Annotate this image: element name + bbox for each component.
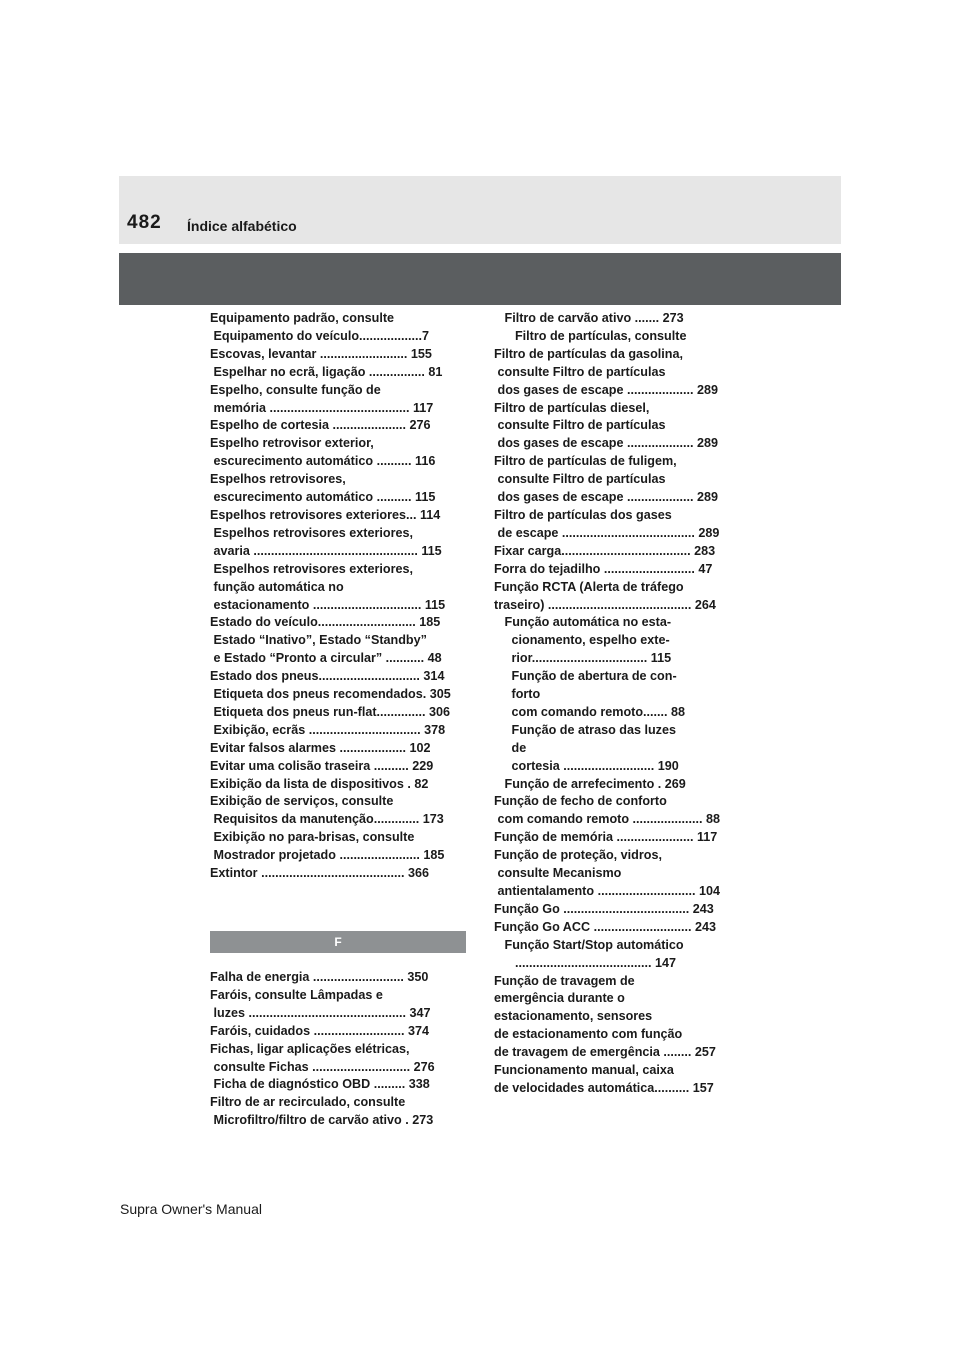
- index-entry: [494, 722, 750, 776]
- index-entry-line: Espelhos retrovisores exteriores... 114: [210, 507, 441, 522]
- index-entry-line: dos gases de escape ................... 289: [494, 436, 718, 451]
- index-entries-f-continued: [494, 310, 750, 1098]
- index-entry: [210, 668, 466, 686]
- index-entry-line: e Estado “Pronto a circular” ........... 48: [210, 651, 442, 666]
- index-entry-line: Espelho de cortesia ..................... 276: [210, 418, 431, 433]
- index-entry-line: Função de fecho de conforto: [494, 794, 667, 809]
- index-entry-line: luzes ............................................. 347: [210, 1005, 431, 1020]
- index-entry-line: Exibição no para-brisas, consulte: [210, 830, 415, 845]
- index-entry-line: rior................................. 115: [494, 651, 672, 666]
- index-entry-line: Filtro de partículas de fuligem,: [494, 454, 677, 469]
- index-entry: [210, 987, 466, 1023]
- index-entry-line: Etiqueta dos pneus run-flat.............. 306: [210, 704, 451, 719]
- index-entry-line: Mostrador projetado ....................... 185: [210, 848, 445, 863]
- index-entry: [210, 471, 466, 507]
- index-entry: [494, 346, 750, 400]
- index-entry-line: dos gases de escape ................... 289: [494, 490, 718, 505]
- index-entry: [210, 614, 466, 632]
- index-entry: [494, 561, 750, 579]
- index-entry: [494, 793, 750, 829]
- index-entry: [494, 937, 750, 973]
- index-entry: [210, 969, 466, 987]
- index-entry-line: Espelho retrovisor exterior,: [210, 436, 374, 451]
- index-entry-line: Função de travagem de: [494, 973, 635, 988]
- index-entry-line: Espelhar no ecrã, ligação ................ 81: [210, 364, 443, 379]
- index-entry: [210, 865, 466, 883]
- footer-text: Supra Owner's Manual: [120, 1201, 262, 1217]
- index-entry: [210, 740, 466, 758]
- index-entry-line: Ficha de diagnóstico OBD ......... 338: [210, 1077, 430, 1092]
- section-title: Índice alfabético: [187, 218, 297, 234]
- index-entry-line: de: [494, 740, 527, 755]
- index-entry: [494, 453, 750, 507]
- index-entry: [494, 1062, 750, 1098]
- index-entry: [494, 328, 750, 346]
- index-entry-line: de estacionamento com função: [494, 1027, 683, 1042]
- index-entry-line: Microfiltro/filtro de carvão ativo . 273: [210, 1113, 434, 1128]
- index-entry: [494, 579, 750, 615]
- index-entry-line: Função Go ACC ............................ 243: [494, 919, 717, 934]
- index-entry-line: Filtro de ar recirculado, consulte: [210, 1095, 406, 1110]
- index-entry: [210, 776, 466, 794]
- index-entry: [210, 382, 466, 418]
- index-entry: [210, 1041, 466, 1077]
- index-entry-line: Função de proteção, vidros,: [494, 848, 662, 863]
- index-entry-line: Falha de energia .......................... 350: [210, 970, 429, 984]
- index-entry-line: traseiro) ......................................... 264: [494, 597, 716, 612]
- index-entry-line: Exibição da lista de dispositivos . 82: [210, 776, 429, 791]
- index-entry-line: Equipamento padrão, consulte: [210, 311, 395, 325]
- index-entry: [210, 1076, 466, 1094]
- index-entry: [210, 704, 466, 722]
- index-entry-line: cionamento, espelho exte-: [494, 633, 670, 648]
- index-entry-line: Função de atraso das luzes: [494, 722, 676, 737]
- index-entry-line: Função de memória ...................... 117: [494, 830, 718, 845]
- index-entry: [494, 310, 750, 328]
- index-entry: [494, 400, 750, 454]
- index-entry: [210, 686, 466, 704]
- index-entry-line: estacionamento, sensores: [494, 1009, 653, 1024]
- index-entry-line: Estado do veículo............................ 185: [210, 615, 441, 630]
- index-entry: [210, 1023, 466, 1041]
- index-entry: [210, 722, 466, 740]
- index-entry: [210, 364, 466, 382]
- index-entry-line: Estado dos pneus............................. 314: [210, 669, 445, 684]
- index-entry: [494, 901, 750, 919]
- index-entry-line: Filtro de partículas, consulte: [494, 328, 687, 343]
- index-entry: [210, 417, 466, 435]
- index-entry-line: Escovas, levantar ......................... 155: [210, 346, 432, 361]
- index-entry-line: consulte Filtro de partículas: [494, 418, 666, 433]
- index-entry: [494, 776, 750, 794]
- index-entry-line: Filtro de partículas diesel,: [494, 400, 650, 415]
- index-entry-line: Extintor ......................................... 366: [210, 866, 430, 881]
- index-entry-line: Faróis, cuidados .......................... 374: [210, 1023, 430, 1038]
- index-entry-line: memória ........................................ 117: [210, 400, 434, 415]
- index-entry-line: Equipamento do veículo..................7: [210, 328, 430, 343]
- index-entry-line: Fichas, ligar aplicações elétricas,: [210, 1041, 410, 1056]
- index-entry-line: Forra do tejadilho .......................... 47: [494, 561, 713, 576]
- index-entry-line: consulte Filtro de partículas: [494, 472, 666, 487]
- index-entry: [210, 793, 466, 829]
- index-entry-line: de escape ...................................... 289: [494, 525, 720, 540]
- index-entry-line: Função de abertura de con-: [494, 669, 677, 684]
- index-entry-line: Evitar uma colisão traseira .......... 229: [210, 758, 434, 773]
- index-entry: [494, 919, 750, 937]
- index-entry-line: forto: [494, 687, 541, 702]
- index-entry-line: avaria ............................................... 115: [210, 543, 442, 558]
- index-entry-line: Função RCTA (Alerta de tráfego: [494, 579, 684, 594]
- index-column-right: [494, 310, 750, 1098]
- index-entry-line: com comando remoto .................... 88: [494, 812, 721, 827]
- index-entries-e: [210, 310, 466, 883]
- index-entry-line: Fixar carga..................................... 283: [494, 543, 716, 558]
- index-entry-line: Função automática no esta-: [494, 615, 672, 630]
- index-entry: [210, 507, 466, 525]
- index-column-left: [210, 310, 466, 1130]
- index-entry-line: consulte Mecanismo: [494, 866, 622, 881]
- index-entry: [210, 525, 466, 561]
- index-entry-line: Espelhos retrovisores,: [210, 472, 346, 487]
- index-entry: [210, 561, 466, 615]
- index-entry-line: dos gases de escape ................... 289: [494, 382, 718, 397]
- index-entry: [210, 829, 466, 865]
- page-number: 482: [127, 212, 162, 233]
- index-entry-line: Exibição, ecrãs ................................ 378: [210, 722, 446, 737]
- index-entry-line: Requisitos da manutenção............. 173: [210, 812, 444, 827]
- index-entry-line: Evitar falsos alarmes ................... 102: [210, 740, 431, 755]
- index-entry-line: Funcionamento manual, caixa: [494, 1063, 674, 1078]
- index-entry-line: Função Start/Stop automático: [494, 937, 684, 952]
- index-entry: [494, 847, 750, 901]
- index-entry-line: Etiqueta dos pneus recomendados. 305: [210, 687, 451, 702]
- index-entry-line: escurecimento automático .......... 115: [210, 490, 436, 505]
- index-entry: [210, 632, 466, 668]
- index-entry: [494, 543, 750, 561]
- index-entry: [494, 829, 750, 847]
- index-entry-line: Filtro de partículas da gasolina,: [494, 346, 683, 361]
- column-spacer: [210, 883, 466, 931]
- header-band: [119, 253, 841, 305]
- index-entry: [494, 507, 750, 543]
- index-entry: [210, 310, 466, 346]
- index-entry-line: escurecimento automático .......... 116: [210, 454, 436, 469]
- index-entry-line: Estado “Inativo”, Estado “Standby”: [210, 633, 427, 648]
- index-entry-line: Espelhos retrovisores exteriores,: [210, 561, 413, 576]
- index-entry-line: Faróis, consulte Lâmpadas e: [210, 987, 383, 1002]
- index-entry-line: consulte Filtro de partículas: [494, 364, 666, 379]
- index-entry-line: Função de arrefecimento . 269: [494, 776, 686, 791]
- index-entry-line: emergência durante o: [494, 991, 625, 1006]
- index-entry: [494, 614, 750, 668]
- index-entry-line: Função Go .................................... 243: [494, 901, 714, 916]
- index-entry: [210, 435, 466, 471]
- index-entry-line: Filtro de carvão ativo ....... 273: [494, 311, 684, 325]
- index-entry: [494, 668, 750, 722]
- index-entry-line: Exibição de serviços, consulte: [210, 794, 394, 809]
- index-entry-line: consulte Fichas ............................ 276: [210, 1059, 435, 1074]
- index-entry-line: de travagem de emergência ........ 257: [494, 1045, 716, 1060]
- index-entry-line: Filtro de partículas dos gases: [494, 507, 672, 522]
- index-entry: [494, 973, 750, 1063]
- index-entry-line: estacionamento ............................... 115: [210, 597, 446, 612]
- index-entry-line: Espelho, consulte função de: [210, 382, 381, 397]
- index-entry-line: antientalamento ............................ 104: [494, 884, 721, 898]
- index-entry: [210, 346, 466, 364]
- index-entry-line: com comando remoto....... 88: [494, 704, 686, 719]
- index-entry-line: cortesia .......................... 190: [494, 758, 679, 773]
- index-entry-line: ....................................... 147: [494, 955, 676, 970]
- index-entry-line: Espelhos retrovisores exteriores,: [210, 525, 413, 540]
- index-entry: [210, 1094, 466, 1130]
- index-entry-line: de velocidades automática.......... 157: [494, 1080, 714, 1095]
- index-entry-line: função automática no: [210, 579, 344, 594]
- index-entry: [210, 758, 466, 776]
- index-entries-f: [210, 969, 466, 1130]
- letter-band-f: F: [210, 931, 466, 953]
